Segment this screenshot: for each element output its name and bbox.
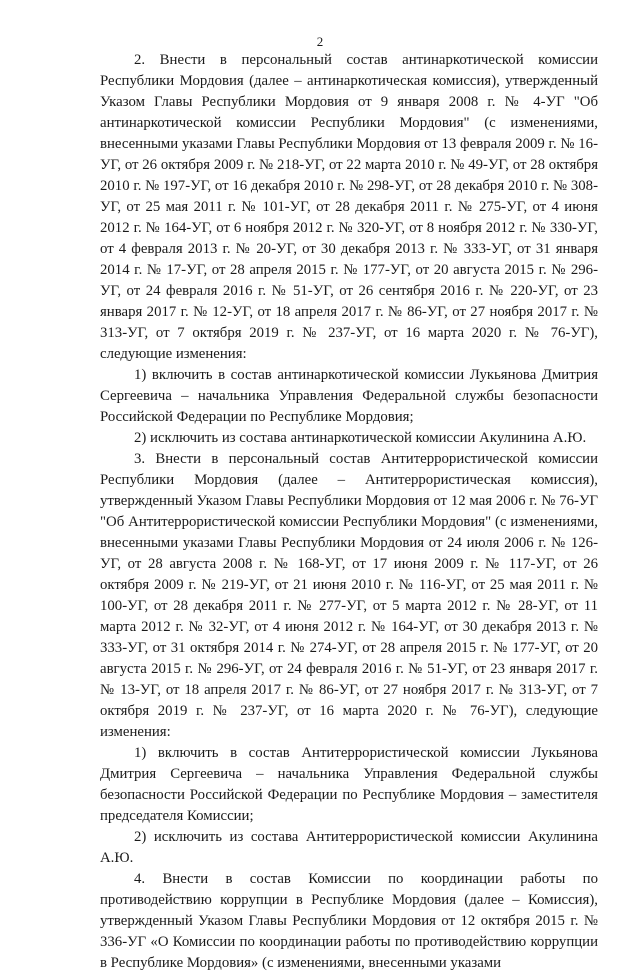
paragraph-item-3: 3. Внести в персональный состав Антитеррористической комиссии Республики Мордовия (далее – Антитеррористическая комиссия), утвержденный Указом Главы Республики Мордовия от 12 мая 2006 г. № 76-УГ "Об Антитеррористической комиссии Республики Мордовия" (с изменениями, внесенными указами Главы Республики Мордовия от 24 июля 2006 г. № 126-УГ, от 28 августа 2008 г. № 168-УГ, от 17 июня 2009 г. № 117-УГ, от 26 октября 2009 г. № 219-УГ, от 21 июня 2010 г. № 116-УГ, от 25 мая 2011 г. № 100-УГ, от 28 декабря 2011 г. № 277-УГ, от 5 марта 2012 г. № 28-УГ, от 11 марта 2012 г. № 32-УГ, от 4 июня 2012 г. № 164-УГ, от 30 декабря 2013 г. № 333-УГ, от 31 октября 2014 г. № 274-УГ, от 28 апреля 2015 г. № 177-УГ, от 20 августа 2015 г. № 296-УГ, от 24 февраля 2016 г. № 51-УГ, от 23 января 2017 г. № 13-УГ, от 18 апреля 2017 г. № 86-УГ, от 27 ноября 2017 г. № 313-УГ, от 7 октября 2019 г. № 237-УГ, от 16 марта 2020 г. № 76-УГ), следующие изменения: [100, 451, 598, 740]
paragraph-item-3-2: 2) исключить из состава Антитеррористической комиссии Акулинина А.Ю. [100, 829, 598, 866]
page-number: 2 [316, 34, 324, 49]
paragraph-item-2: 2. Внести в персональный состав антинаркотической комиссии Республики Мордовия (далее – антинаркотическая комиссия), утвержденный Указом Главы Республики Мордовия от 9 января 2008 г. № 4-УГ "Об антинаркотической комиссии Республики Мордовия" (с изменениями, внесенными указами Главы Республики Мордовия от 13 февраля 2009 г. № 16-УГ, от 26 октября 2009 г. № 218-УГ, от 22 марта 2010 г. № 49-УГ, от 28 октября 2010 г. № 197-УГ, от 16 декабря 2010 г. № 298-УГ, от 28 декабря 2010 г. № 308-УГ, от 25 мая 2011 г. № 101-УГ, от 28 декабря 2011 г. № 275-УГ, от 4 июня 2012 г. № 164-УГ, от 6 ноября 2012 г. № 320-УГ, от 8 ноября 2012 г. № 330-УГ, от 4 февраля 2013 г. № 20-УГ, от 30 декабря 2013 г. № 333-УГ, от 31 января 2014 г. № 17-УГ, от 28 апреля 2015 г. № 177-УГ, от 20 августа 2015 г. № 296-УГ, от 24 февраля 2016 г. № 51-УГ, от 26 сентября 2016 г. № 220-УГ, от 23 января 2017 г. № 12-УГ, от 18 апреля 2017 г. № 86-УГ, от 27 ноября 2017 г. № 313-УГ, от 7 октября 2019 г. № 237-УГ, от 16 марта 2020 г. № 76-УГ), следующие изменения: [100, 52, 598, 362]
paragraph-item-3-1: 1) включить в состав Антитеррористической комиссии Лукьянова Дмитрия Сергеевича – начальника Управления Федеральной службы безопасности Российской Федерации по Республике Мордовия – заместителя председателя Комиссии; [100, 745, 598, 824]
paragraph-item-2-2: 2) исключить из состава антинаркотической комиссии Акулинина А.Ю. [134, 430, 587, 446]
paragraph-item-4: 4. Внести в состав Комиссии по координации работы по противодействию коррупции в Республике Мордовия (далее – Комиссия), утвержденный Указом Главы Республики Мордовия от 12 октября 2015 г. № 336-УГ «О Комиссии по координации работы по противодействию коррупции в Республике Мордовия» (с изменениями, внесенными указами [100, 871, 598, 971]
document-body [100, 50, 598, 974]
paragraph-item-2-1: 1) включить в состав антинаркотической комиссии Лукьянова Дмитрия Сергеевича – начальника Управления Федеральной службы безопасности Российской Федерации по Республике Мордовия; [100, 367, 598, 425]
